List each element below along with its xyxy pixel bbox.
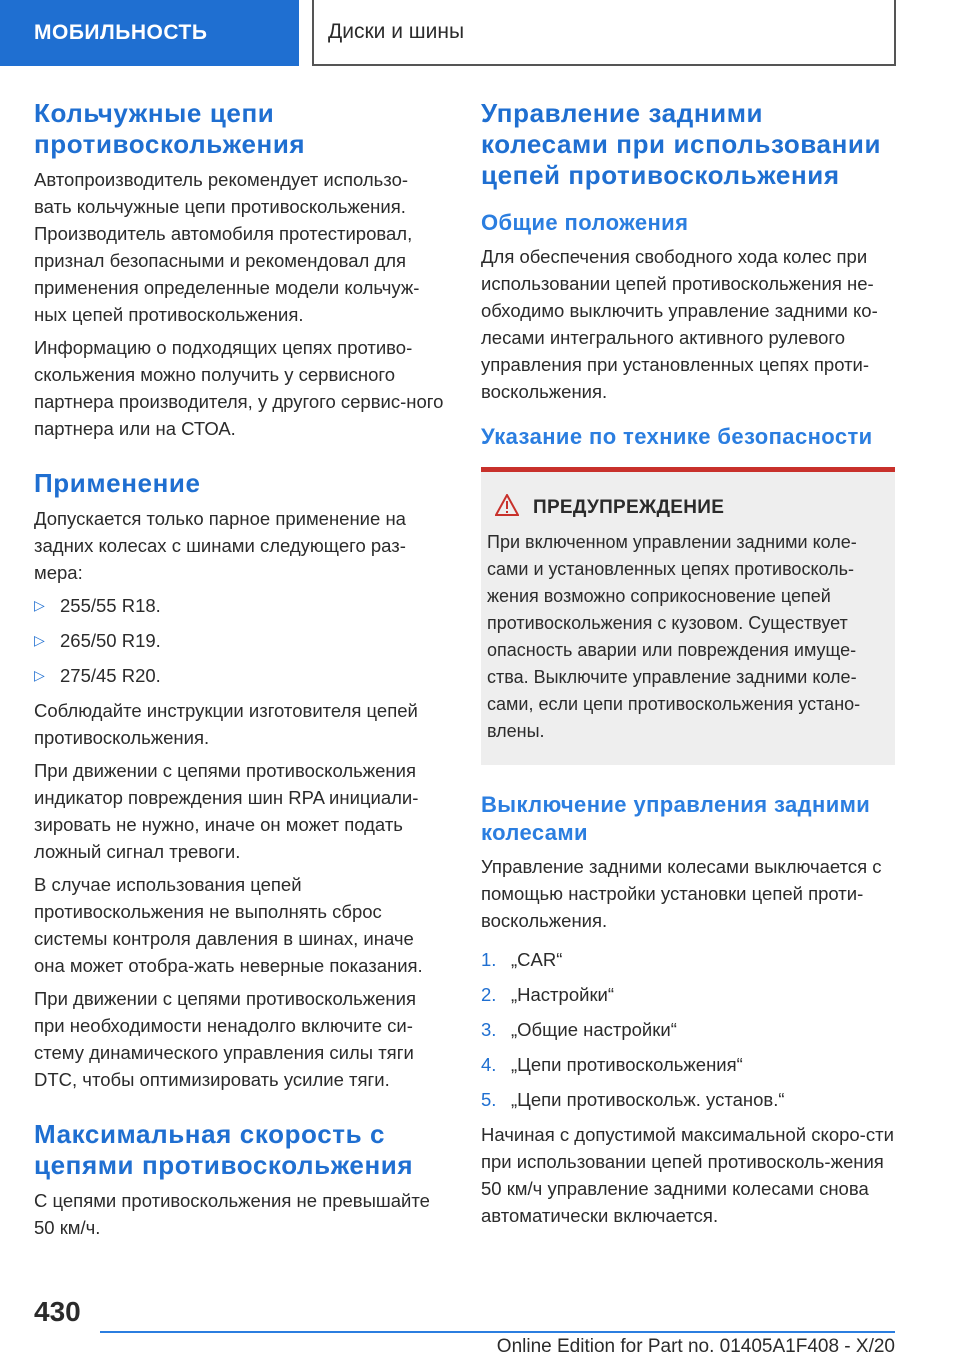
paragraph: Информацию о подходящих цепях противо-скольжения можно получить у сервисного партнера производителя, у другого сервис-ного партнера или на СТОА. xyxy=(34,337,444,439)
step-number: 5. xyxy=(481,1089,497,1110)
heading-chains: Кольчужные цепи противоскольжения xyxy=(34,98,306,159)
tire-size-list xyxy=(34,592,444,689)
warning-title: ПРЕДУПРЕЖДЕНИЕ xyxy=(533,496,725,518)
paragraph: В случае использования цепей противоскольжения не выполнять сброс системы контроля давления в шинах, иначе она может отобра-жать неверные показания. xyxy=(34,874,423,976)
list-item: ▷ 265/50 R19. xyxy=(34,627,444,654)
list-item: ▷ 255/55 R18. xyxy=(34,592,444,619)
step-number: 4. xyxy=(481,1054,497,1075)
paragraph: Допускается только парное применение на задних колесах с шинами следующего раз-мера: xyxy=(34,508,406,583)
warning-box xyxy=(481,467,895,765)
paragraph: При движении с цепями противоскольжения при необходимости ненадолго включите си-стему динамического управления силы тяги DTC, чтобы оптимизировать усилие тяги. xyxy=(34,988,417,1090)
list-item: 5. „Цепи противоскольж. установ.“ xyxy=(481,1086,895,1113)
subheading-general: Общие положения xyxy=(481,210,689,235)
warning-header xyxy=(487,494,887,521)
heading-rear-steering: Управление задними колесами при использовании цепей противоскольжения xyxy=(481,98,882,190)
chapter-title: Диски и шины xyxy=(328,20,465,43)
steps-list xyxy=(481,946,895,1113)
paragraph: Начиная с допустимой максимальной скоро-сти при использовании цепей противосколь-жения 50 км/ч управление задними колесами снова автоматически включается. xyxy=(481,1124,894,1226)
chapter-tab xyxy=(312,0,896,66)
paragraph: Управление задними колесами выключается с помощью настройки установки цепей проти-воскольжения. xyxy=(481,856,882,931)
list-item: 3. „Общие настройки“ xyxy=(481,1016,895,1043)
subheading-disable: Выключение управления задними колесами xyxy=(481,792,871,845)
list-item: 1. „CAR“ xyxy=(481,946,895,973)
footer-edition: Online Edition for Part no. 01405A1F408 - X/20 xyxy=(496,1336,895,1357)
list-item: 2. „Настройки“ xyxy=(481,981,895,1008)
warning-text: При включенном управлении задними коле-сами и установленных цепях противосколь-жения возможно соприкосновение цепей противоскольжения с кузовом. Существует опасность аварии или повреждения имуще-ства. Выключите управление задними коле-сами, если цепи противоскольжения устано-влены. xyxy=(487,532,861,741)
triangle-bullet-icon: ▷ xyxy=(34,632,45,648)
section-tab xyxy=(0,0,299,66)
page-number: 430 xyxy=(34,1296,81,1327)
triangle-bullet-icon: ▷ xyxy=(34,667,45,683)
paragraph: Для обеспечения свободного хода колес при использовании цепей противоскольжения не-обходимо выключить управление задними ко-лесами интегрального активного рулевого управления при установленных цепях проти-воскольжения. xyxy=(481,246,878,402)
right-column xyxy=(481,98,895,1229)
step-number: 1. xyxy=(481,949,497,970)
step-number: 3. xyxy=(481,1019,497,1040)
paragraph: Соблюдайте инструкции изготовителя цепей противоскольжения. xyxy=(34,700,418,748)
warning-triangle-icon xyxy=(495,494,519,521)
footer-divider xyxy=(100,1331,895,1333)
list-item: 4. „Цепи противоскольжения“ xyxy=(481,1051,895,1078)
list-item: ▷ 275/45 R20. xyxy=(34,662,444,689)
left-column xyxy=(34,98,444,1241)
paragraph: Автопроизводитель рекомендует использо-вать кольчужные цепи противоскольжения. Производитель автомобиля протестировал, признал безопасными и рекомендовал для применения определенные модели кольчуж-ных цепей противоскольжения. xyxy=(34,169,420,325)
heading-usage: Применение xyxy=(34,468,201,498)
paragraph: С цепями противоскольжения не превышайте 50 км/ч. xyxy=(34,1190,430,1238)
subheading-safety: Указание по технике безопасности xyxy=(481,424,873,449)
step-number: 2. xyxy=(481,984,497,1005)
section-title: МОБИЛЬНОСТЬ xyxy=(34,21,208,44)
triangle-bullet-icon: ▷ xyxy=(34,597,45,613)
paragraph: При движении с цепями противоскольжения индикатор повреждения шин RPA инициали-зировать не нужно, иначе он может подать ложный сигнал тревоги. xyxy=(34,760,419,862)
heading-max-speed: Максимальная скорость с цепями противоскольжения xyxy=(34,1119,414,1180)
